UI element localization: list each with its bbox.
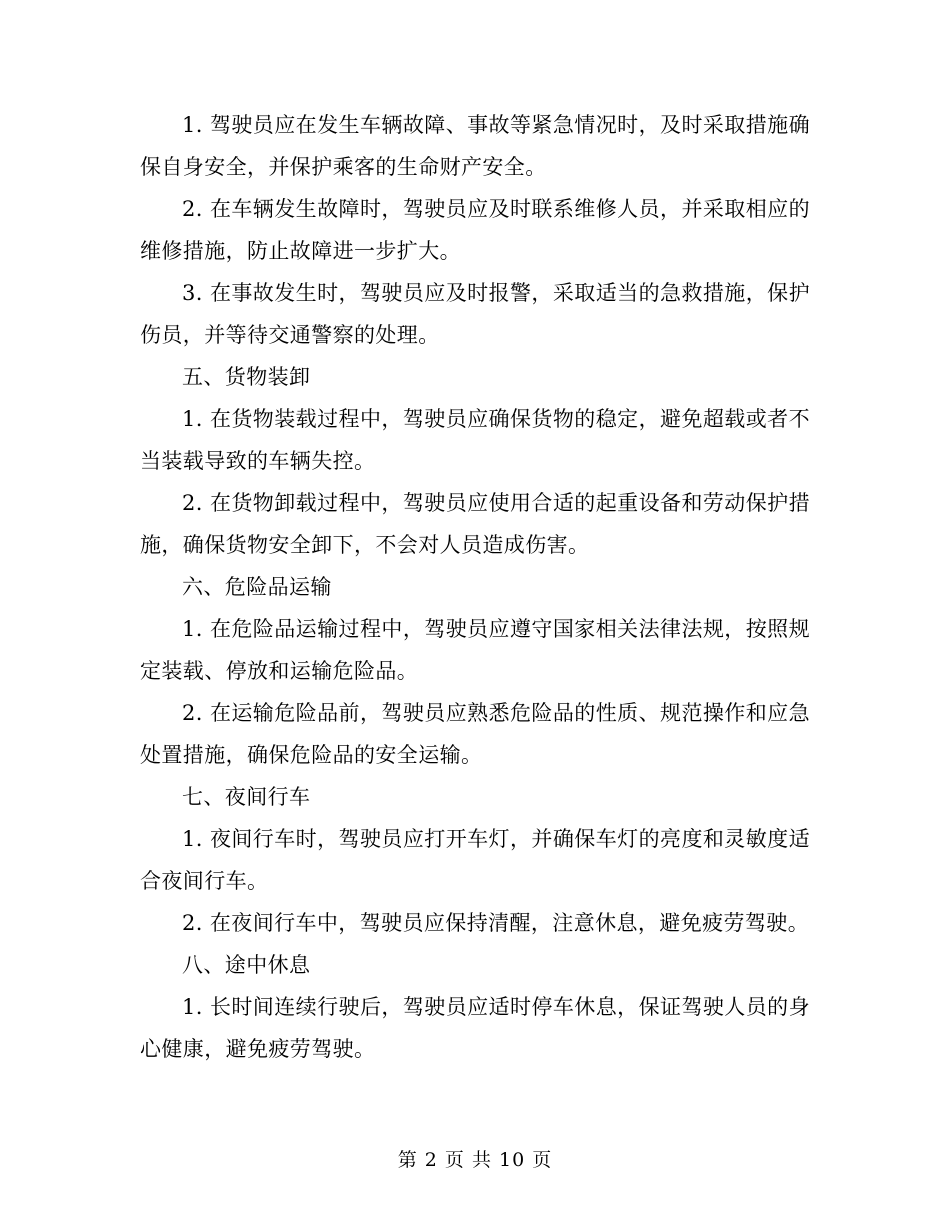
list-item: 2. 在车辆发生故障时，驾驶员应及时联系维修人员，并采取相应的维修措施，防止故障进一步扩大。 [140, 197, 810, 263]
list-item: 3. 在事故发生时，驾驶员应及时报警，采取适当的急救措施，保护伤员，并等待交通警察的处理。 [140, 281, 810, 347]
list-item: 2. 在货物卸载过程中，驾驶员应使用合适的起重设备和劳动保护措施，确保货物安全卸下，不会对人员造成伤害。 [140, 491, 810, 557]
section-heading: 七、夜间行车 [182, 785, 311, 809]
list-item: 2. 在运输危险品前，驾驶员应熟悉危险品的性质、规范操作和应急处置措施，确保危险品的安全运输。 [140, 701, 810, 767]
section-heading: 八、途中休息 [182, 953, 311, 977]
section-heading: 五、货物装卸 [182, 365, 311, 389]
list-item: 1. 夜间行车时，驾驶员应打开车灯，并确保车灯的亮度和灵敏度适合夜间行车。 [140, 827, 810, 893]
list-item: 1. 在货物装载过程中，驾驶员应确保货物的稳定，避免超载或者不当装载导致的车辆失控。 [140, 407, 810, 473]
list-item: 2. 在夜间行车中，驾驶员应保持清醒，注意休息，避免疲劳驾驶。 [182, 911, 810, 935]
section-heading: 六、危险品运输 [182, 575, 332, 599]
document-body [140, 104, 810, 1070]
page-number-footer: 第 2 页 共 10 页 [397, 1149, 553, 1171]
list-item: 1. 驾驶员应在发生车辆故障、事故等紧急情况时，及时采取措施确保自身安全，并保护乘客的生命财产安全。 [140, 113, 810, 179]
list-item: 1. 长时间连续行驶后，驾驶员应适时停车休息，保证驾驶人员的身心健康，避免疲劳驾驶。 [140, 995, 810, 1061]
list-item: 1. 在危险品运输过程中，驾驶员应遵守国家相关法律法规，按照规定装载、停放和运输危险品。 [140, 617, 810, 683]
